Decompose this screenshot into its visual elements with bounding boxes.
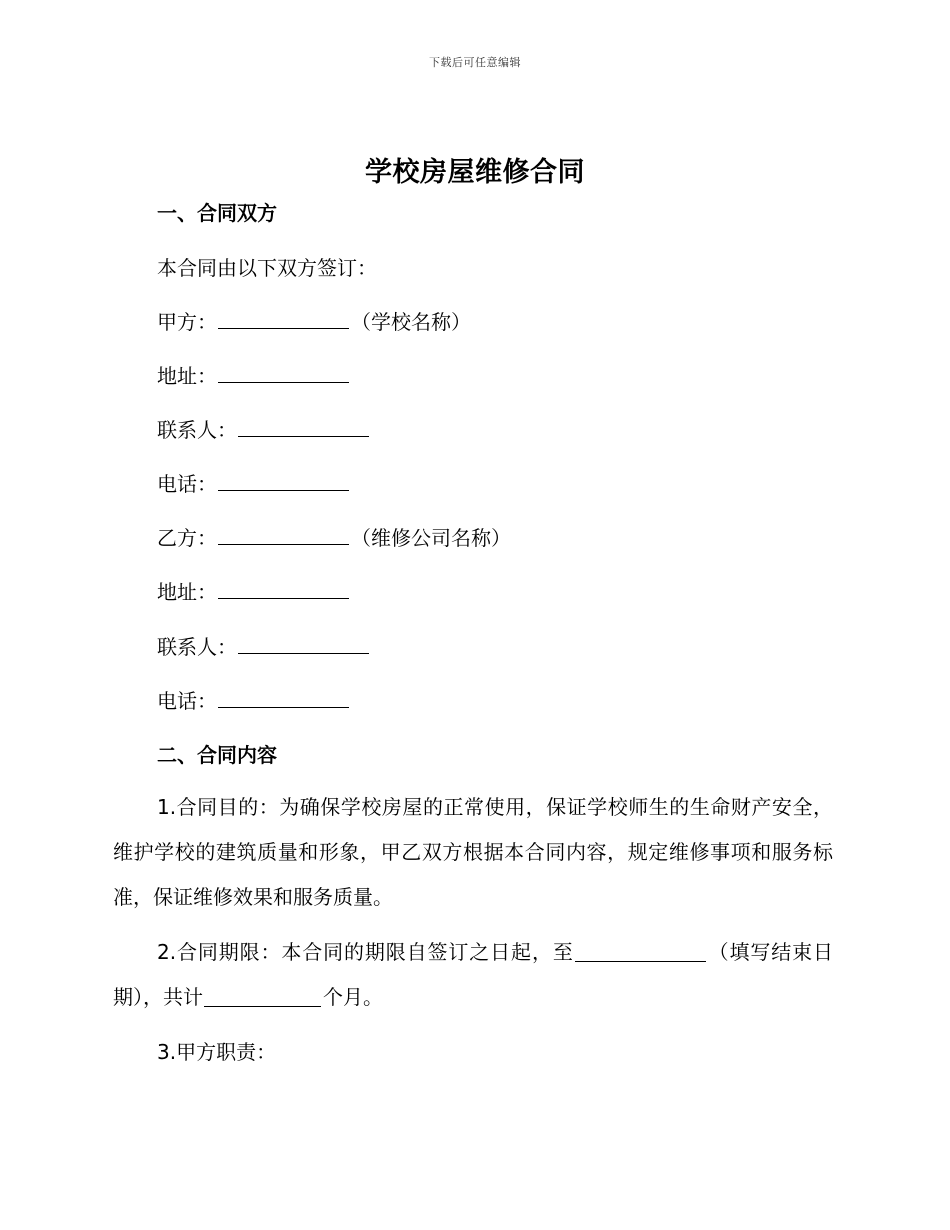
item2-text-b: （填写结束日期），共计 — [113, 940, 833, 1009]
party-b-label: 乙方： — [157, 526, 217, 550]
months-blank[interactable] — [204, 988, 321, 1007]
item3-paragraph: 3.甲方职责： — [157, 1040, 277, 1064]
item2-text-a: 2.合同期限：本合同的期限自签订之日起，至 — [157, 940, 574, 964]
party-a-phone-label: 电话： — [157, 472, 217, 496]
party-b-address-label: 地址： — [157, 580, 217, 604]
section1-heading: 一、合同双方 — [157, 201, 277, 225]
party-a-contact-blank[interactable] — [238, 418, 369, 437]
party-b-note: （维修公司名称） — [351, 526, 511, 550]
party-b-contact-label: 联系人： — [157, 635, 237, 659]
item2-text-c: 个月。 — [323, 985, 383, 1009]
party-a-address-blank[interactable] — [218, 364, 349, 383]
party-b-blank[interactable] — [218, 526, 349, 545]
party-a-address-line — [157, 362, 351, 390]
party-b-phone-label: 电话： — [157, 689, 217, 713]
party-a-phone-line — [157, 470, 351, 498]
party-a-label: 甲方： — [157, 310, 217, 334]
party-b-address-blank[interactable] — [218, 580, 349, 599]
section2-heading: 二、合同内容 — [157, 743, 277, 767]
party-a-contact-line — [157, 416, 371, 444]
party-b-address-line — [157, 578, 351, 606]
party-a-line — [157, 308, 471, 336]
party-b-phone-line — [157, 687, 351, 715]
party-b-contact-line — [157, 633, 371, 661]
section1-intro: 本合同由以下双方签订： — [157, 256, 377, 280]
document-title: 学校房屋维修合同 — [365, 157, 585, 188]
party-a-contact-label: 联系人： — [157, 418, 237, 442]
party-b-line — [157, 524, 511, 552]
party-a-address-label: 地址： — [157, 364, 217, 388]
party-a-blank[interactable] — [218, 310, 349, 329]
header-note: 下载后可任意编辑 — [429, 56, 521, 69]
end-date-blank[interactable] — [575, 943, 706, 962]
party-b-phone-blank[interactable] — [218, 689, 349, 708]
item1-paragraph: 1.合同目的：为确保学校房屋的正常使用，保证学校师生的生命财产安全，维护学校的建筑质量和形象，甲乙双方根据本合同内容，规定维修事项和服务标准，保证维修效果和服务质量。 — [113, 795, 833, 909]
party-a-phone-blank[interactable] — [218, 472, 349, 491]
party-b-contact-blank[interactable] — [238, 635, 369, 654]
item2-paragraph — [113, 930, 833, 1020]
party-a-note: （学校名称） — [351, 310, 471, 334]
